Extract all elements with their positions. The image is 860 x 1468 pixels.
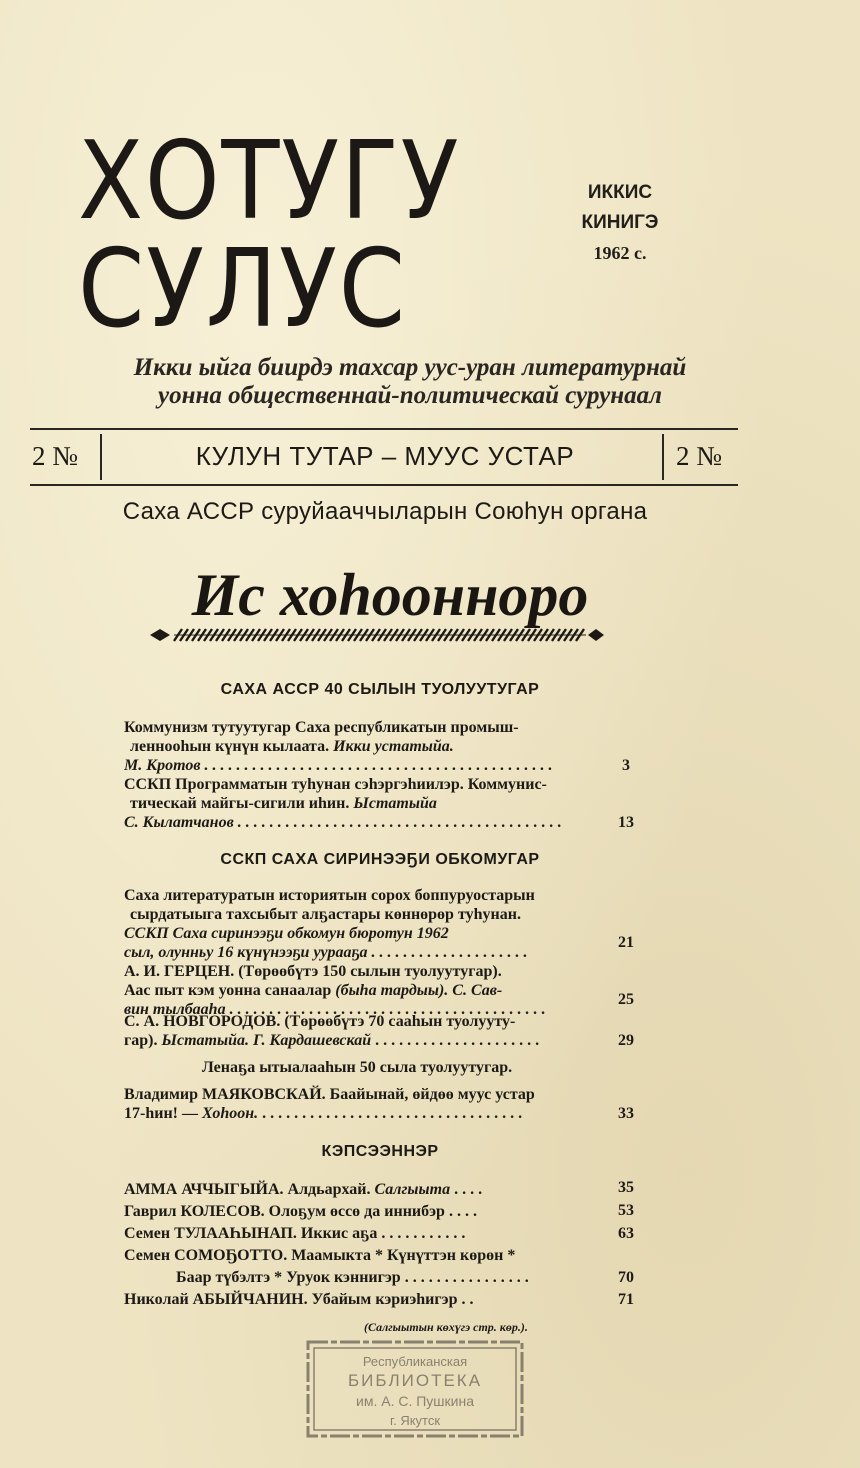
stamp-line4: г. Якутск: [389, 1413, 441, 1428]
toc-line: С. Кылатчанов . . . . . . . . . . . . . . . . . . . . . . . . . . . . . . . . . . . . . . . . .: [124, 814, 562, 831]
edition-year: 1962 с.: [593, 243, 647, 263]
header-rule-top: [30, 428, 738, 430]
toc-line: Ленаҕа ытыалааһын 50 сыла туолуутугар.: [201, 1059, 513, 1076]
issue-divider-right: [662, 434, 664, 480]
issue-number-right: 2 №: [676, 441, 723, 471]
section-title: ССКП САХА СИРИНЭЭҔИ ОБКОМУГАР: [220, 851, 540, 868]
toc-page: 71: [618, 1291, 634, 1308]
toc-page: 70: [618, 1269, 634, 1286]
stamp-line1: Республиканская: [362, 1354, 468, 1369]
toc-line: Баар түбэлтэ * Уруок кэннигэр . . . . . . . . . . . . . . . .: [176, 1269, 529, 1286]
edition-info: [560, 178, 680, 268]
toc-line: тическай майгы-сигили иһин. Ыстатыйа: [130, 795, 437, 812]
toc-line: Семен ТУЛААҺЫНАП. Иккис аҕа . . . . . . . . . . .: [124, 1225, 466, 1242]
toc-line: АММА АЧЧЫГЫЙА. Алдьархай. Салгыыта . . . .: [124, 1181, 483, 1198]
toc-line: ССКП Саха сиринээҕи обкомун бюротун 1962: [124, 925, 449, 942]
toc-line: леннооһын күнүн кылаата. Икки устатыйа.: [130, 738, 454, 755]
edition-line2: КИНИГЭ: [581, 212, 659, 233]
journal-title-line1: ХОТУГУ: [78, 119, 461, 244]
toc-line: сыл, олунньу 16 күнүнээҕи уурааҕа . . . . . . . . . . . . . . . . . . . .: [124, 944, 528, 961]
toc-page: 53: [618, 1202, 634, 1219]
toc-line: Николай АБЫЙЧАНИН. Убайым кэриэһигэр . .: [124, 1291, 474, 1308]
stamp-line3: им. А. С. Пушкина: [356, 1393, 474, 1409]
issue-divider-left: [100, 434, 102, 480]
toc-line: Саха литературатын историятын сорох боппуруостарын: [124, 887, 535, 904]
toc-line: Аас пыт кэм уонна санаалар (быһа тардыы). С. Сав-: [124, 982, 503, 999]
section-title: САХА АССР 40 СЫЛЫН ТУОЛУУТУГАР: [220, 681, 540, 698]
subtitle-line2: уонна общественнай-политическай сурунаал: [158, 382, 662, 409]
toc-line: С. А. НОВГОРОДОВ. (Төрөөбүтэ 70 сааһын туолууту-: [124, 1013, 516, 1030]
toc-line: 17-һин! — Хоһоон. . . . . . . . . . . . . . . . . . . . . . . . . . . . . . . . . .: [124, 1105, 523, 1122]
toc-line: ССКП Программатын туһунан сэһэргэһиилэр. Коммунис-: [124, 776, 547, 793]
library-stamp: [302, 1334, 528, 1442]
toc-page: 25: [618, 991, 634, 1008]
continued-note: (Салгыытын көхүгэ стр. көр.).: [364, 1320, 528, 1334]
toc-page: 33: [618, 1105, 634, 1122]
toc-line: Гаврил КОЛЕСОВ. Олоҕум өссө да иннибэр . . . .: [124, 1203, 477, 1220]
toc-page: 29: [618, 1032, 634, 1049]
contents-heading: Ис хоһоонноро: [191, 562, 589, 628]
issue-months: КУЛУН ТУТАР – МУУС УСТАР: [195, 441, 575, 471]
organ-line: Саха АССР суруйааччыларын Союһун органа: [122, 498, 648, 525]
ornament-divider-icon: [146, 626, 606, 644]
toc-line: А. И. ГЕРЦЕН. (Төрөөбүтэ 150 сылын туолуутугар).: [124, 963, 502, 980]
header-rule-bottom: [30, 484, 738, 486]
issue-number-left: 2 №: [32, 441, 79, 471]
subtitle-line1: Икки ыйга биирдэ тахсар уус-уран литературнай: [133, 354, 687, 381]
toc-line: Коммунизм тутуутугар Саха республикатын промыш-: [124, 719, 519, 736]
journal-title-line2: СУЛУС: [78, 227, 407, 352]
stamp-line2: БИБЛИОТЕКА: [347, 1371, 483, 1390]
toc-page: 63: [618, 1225, 634, 1242]
toc-page: 21: [618, 934, 634, 951]
edition-line1: ИККИС: [587, 182, 653, 203]
toc-page: 3: [622, 757, 630, 774]
toc-line: сырдатыыга тахсыбыт алҕастары көннөрөр туһунан.: [130, 906, 521, 923]
section-title: КЭПСЭЭННЭР: [321, 1143, 439, 1160]
toc-line: Семен СОМОҔОТТО. Маамыкта * Күнүттэн көрөн *: [124, 1247, 516, 1264]
toc-page: 35: [618, 1179, 634, 1196]
toc-line: вин тылбааһа . . . . . . . . . . . . . . . . . . . . . . . . . . . . . . . . . . . . . . . .: [124, 1001, 546, 1018]
toc-line: М. Кротов . . . . . . . . . . . . . . . . . . . . . . . . . . . . . . . . . . . . . . . . . . . .: [124, 757, 553, 774]
toc-line: гар). Ыстатыйа. Г. Кардашевскай . . . . . . . . . . . . . . . . . . . . .: [124, 1032, 540, 1049]
toc-line: Владимир МАЯКОВСКАЙ. Баайынай, өйдөө муус устар: [124, 1086, 535, 1103]
toc-page: 13: [618, 814, 634, 831]
